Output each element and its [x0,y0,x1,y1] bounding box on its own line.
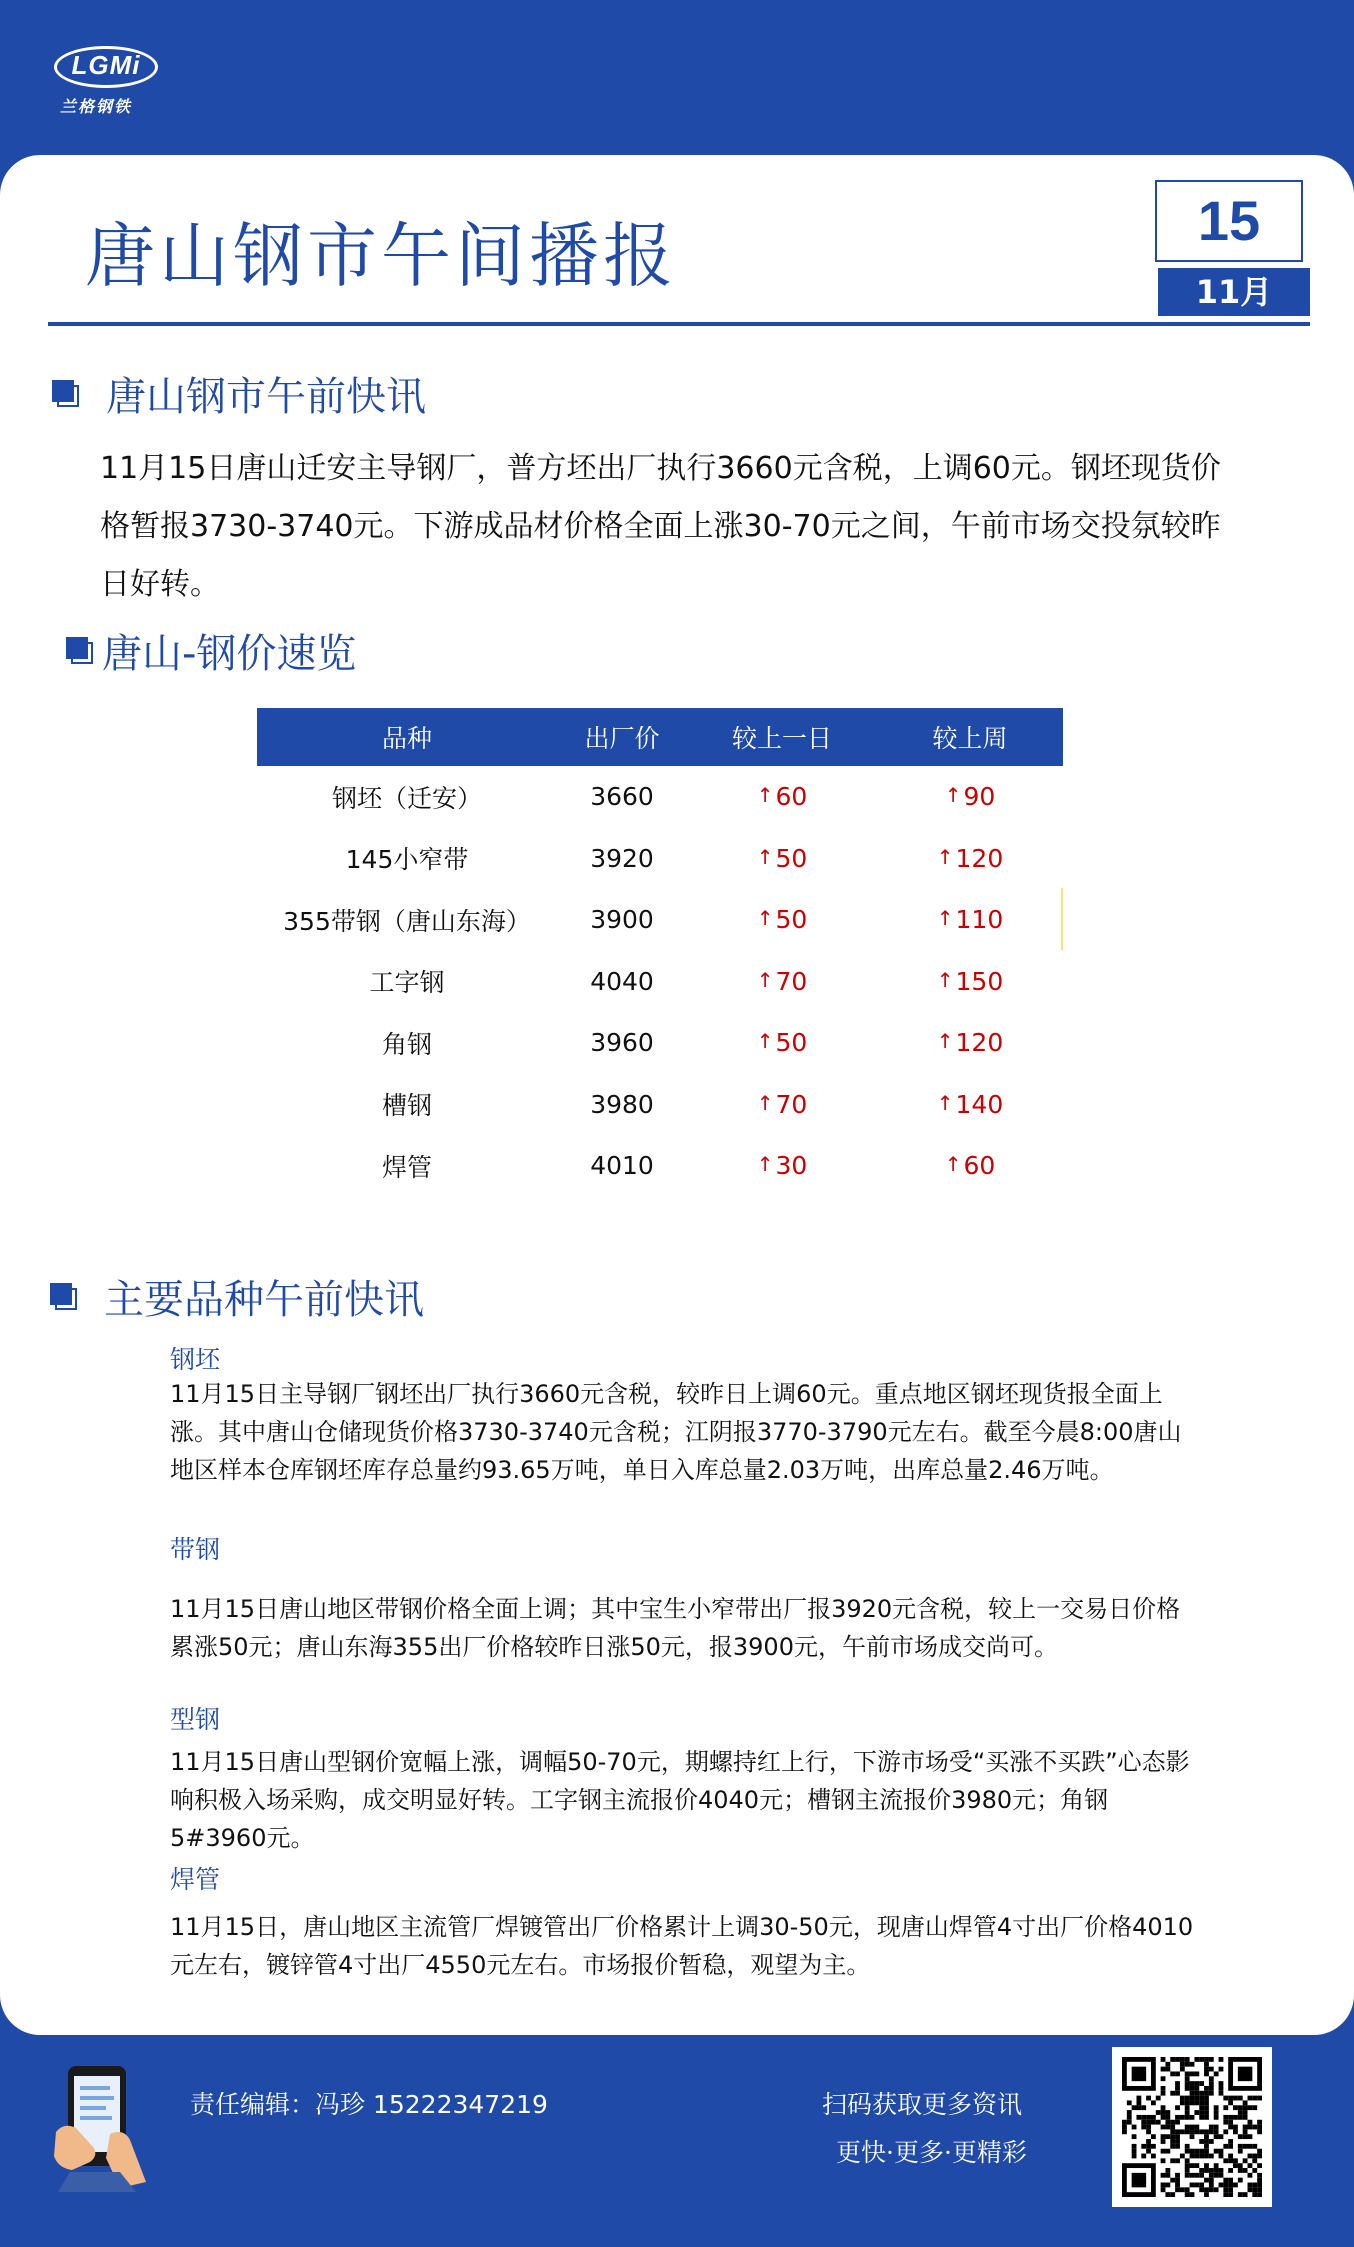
cell-week-change [877,844,1063,873]
title-divider [48,322,1310,326]
cell-variety-value: 145小窄带 [345,845,469,875]
cell-price-value: 3980 [590,1089,654,1119]
table-row [257,1135,1063,1197]
up-arrow-icon: ↑ [936,967,954,992]
col-header-day-change: 较上一日 [731,724,832,753]
sub-heading-billet: 钢坯 [170,1345,221,1374]
cell-price-value: 3660 [590,782,654,812]
phone-in-hand-icon [50,2062,160,2192]
bullet-square-icon [52,380,80,408]
logo-subtitle: 兰格钢铁 [60,97,133,116]
sub-text-welded-pipe: 11月15日，唐山地区主流管厂焊镀管出厂价格累计上调30-50元，现唐山焊管4寸出厂价格4010元左右，镀锌管4寸出厂4550元左右。市场报价暂稳，观望为主。 [170,1913,1194,1979]
cell-price-value: 3900 [590,905,654,935]
cell-variety-value: 工字钢 [369,968,445,998]
cell-day-change [687,1028,877,1057]
up-arrow-icon: ↑ [936,906,954,931]
section-heading-text: 主要品种午前快讯 [104,1277,424,1323]
cell-day-change-value: 50 [775,905,808,935]
sub-heading-strip: 带钢 [170,1535,221,1564]
table-row [257,828,1063,890]
cell-day-change [687,1090,877,1119]
bullet-square-icon [50,1283,78,1311]
cell-variety [257,840,557,876]
cell-price-value: 4010 [590,1151,654,1181]
date-day: 15 [1155,180,1303,262]
page-title: 唐山钢市午间播报 [85,215,677,297]
cell-day-change-value: 30 [775,1151,808,1181]
cell-day-change [687,905,877,934]
qr-code-icon [1122,2057,1262,2197]
cell-price [557,1151,687,1180]
cell-week-change-value: 120 [955,1028,1004,1058]
up-arrow-icon: ↑ [936,1029,954,1054]
cell-price [557,967,687,996]
sub-heading-welded-pipe: 焊管 [170,1865,221,1894]
up-arrow-icon: ↑ [756,1090,774,1115]
table-row [257,766,1063,828]
up-arrow-icon: ↑ [756,1152,774,1177]
cell-variety [257,1148,557,1184]
cell-variety [257,963,557,999]
cell-week-change-value: 110 [955,905,1004,935]
up-arrow-icon: ↑ [944,1152,962,1177]
scan-prompt: 扫码获取更多资讯 [822,2090,1023,2119]
section-heading-text: 唐山钢市午前快讯 [106,374,426,420]
cell-variety [257,779,557,815]
cell-week-change [877,1028,1063,1057]
col-header-price: 出厂价 [584,724,660,753]
sub-text-billet: 11月15日主导钢厂钢坯出厂执行3660元含税，较昨日上调60元。重点地区钢坯现货报全面上涨。其中唐山仓储现货价格3730-3740元含税；江阴报3770-3790元左右。截至今晨8:00唐山地区样本仓库钢坯库存总量约93.65万吨，单日入库总量2.03万吨，出库总量2.46万吨。 [170,1380,1182,1484]
cell-variety-value: 钢坯（迁安） [331,783,482,813]
section-heading-morning-news [52,365,426,422]
table-edge-line [1061,888,1063,950]
cell-day-change-value: 70 [775,966,808,996]
cell-week-change-value: 60 [963,1151,996,1181]
cell-week-change [877,967,1063,996]
cell-price [557,905,687,934]
cell-price-value: 4040 [590,966,654,996]
cell-week-change [877,1151,1063,1180]
cell-week-change [877,1090,1063,1119]
cell-variety-value: 355带钢（唐山东海） [283,906,531,936]
cell-variety-value: 角钢 [381,1029,432,1059]
cell-day-change-value: 70 [775,1089,808,1119]
section-heading-text: 唐山-钢价速览 [102,631,357,677]
cell-price-value: 3920 [590,843,654,873]
sub-heading-section-steel: 型钢 [170,1705,221,1734]
cell-week-change-value: 90 [963,782,996,812]
slogan: 更快·更多·更精彩 [836,2138,1027,2167]
cell-variety-value: 槽钢 [381,1091,432,1121]
qr-code[interactable] [1112,2047,1272,2207]
up-arrow-icon: ↑ [936,844,954,869]
cell-variety-value: 焊管 [381,1152,432,1182]
up-arrow-icon: ↑ [756,783,774,808]
cell-week-change [877,782,1063,811]
editor-contact: 责任编辑：冯珍 15222347219 [190,2090,548,2119]
section-heading-price-overview [66,622,356,679]
up-arrow-icon: ↑ [944,783,962,808]
cell-week-change-value: 140 [955,1089,1004,1119]
date-month: 11月 [1158,268,1310,316]
up-arrow-icon: ↑ [756,1029,774,1054]
sub-text-section-steel: 11月15日唐山型钢价宽幅上涨，调幅50-70元，期螺持红上行，下游市场受“买涨不买跌”心态影响积极入场采购，成交明显好转。工字钢主流报价4040元；槽钢主流报价3980元；角钢5#3960元。 [170,1748,1190,1852]
cell-price [557,844,687,873]
cell-price [557,782,687,811]
cell-day-change [687,782,877,811]
table-body [257,766,1063,1197]
table-row [257,951,1063,1013]
table-row [257,1074,1063,1136]
price-table [257,708,1063,1197]
cell-variety [257,1025,557,1061]
cell-price-value: 3960 [590,1028,654,1058]
table-row [257,889,1063,951]
morning-news-text: 11月15日唐山迁安主导钢厂，普方坯出厂执行3660元含税，上调60元。钢坯现货价格暂报3730-3740元。下游成品材价格全面上涨30-70元之间，午前市场交投氛较昨日好转。 [100,451,1221,602]
cell-variety [257,1086,557,1122]
table-header [257,708,1063,766]
cell-price [557,1028,687,1057]
cell-variety [257,902,557,938]
up-arrow-icon: ↑ [936,1090,954,1115]
cell-week-change-value: 120 [955,843,1004,873]
cell-day-change-value: 60 [775,782,808,812]
sub-text-strip: 11月15日唐山地区带钢价格全面上调；其中宝生小窄带出厂报3920元含税，较上一交易日价格累涨50元；唐山东海355出厂价格较昨日涨50元，报3900元，午前市场成交尚可。 [170,1595,1181,1661]
cell-week-change-value: 150 [955,966,1004,996]
col-header-variety: 品种 [381,724,432,753]
up-arrow-icon: ↑ [756,844,774,869]
bullet-square-icon [66,637,94,665]
cell-price [557,1090,687,1119]
brand-logo [50,40,170,120]
cell-day-change [687,844,877,873]
up-arrow-icon: ↑ [756,906,774,931]
cell-day-change-value: 50 [775,843,808,873]
table-row [257,1012,1063,1074]
cell-day-change [687,1151,877,1180]
col-header-week-change: 较上周 [932,724,1008,753]
cell-week-change [877,905,1063,934]
section-heading-varieties [50,1268,424,1325]
cell-day-change-value: 50 [775,1028,808,1058]
up-arrow-icon: ↑ [756,967,774,992]
cell-day-change [687,967,877,996]
logo-mark: LGMi [71,50,141,80]
